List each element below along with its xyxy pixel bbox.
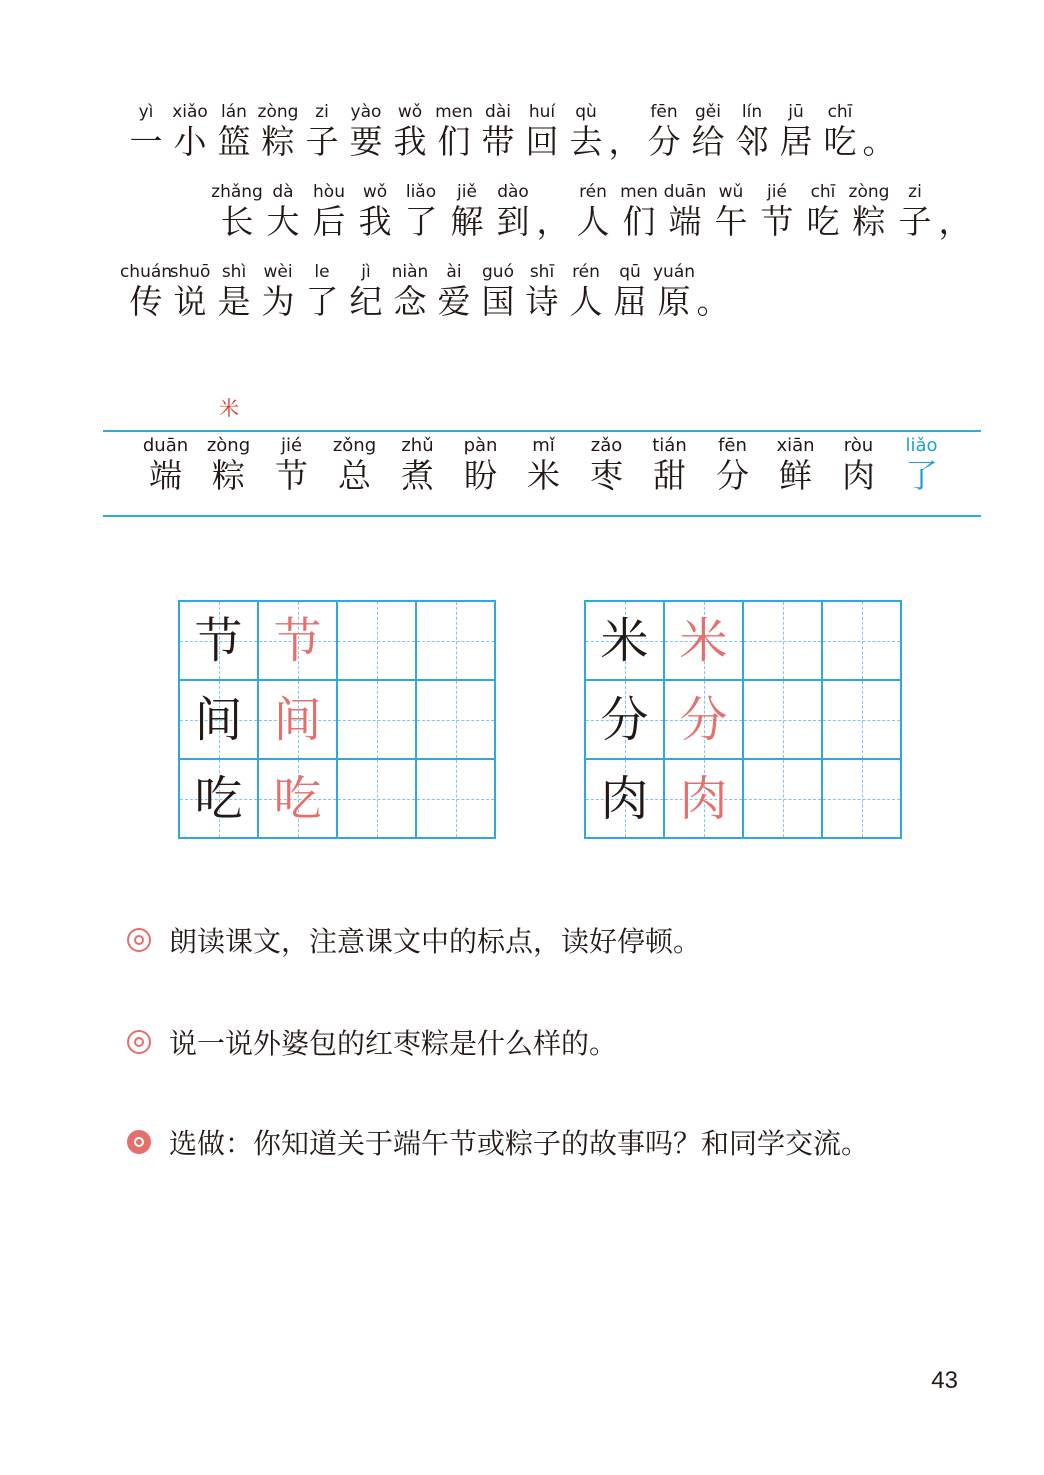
pinyin: jiě <box>457 182 477 202</box>
hanzi: 一 <box>129 122 163 161</box>
hanzi: 人 <box>576 202 610 241</box>
hanzi: 子 <box>305 122 339 161</box>
task-text: 选做：你知道关于端午节或粽子的故事吗？和同学交流。 <box>169 1127 870 1160</box>
vocab-item <box>512 436 575 496</box>
task-3 <box>127 1122 869 1162</box>
pinyin: chuán <box>119 262 173 282</box>
hanzi: 大 <box>266 202 300 241</box>
vocab-item <box>575 436 638 496</box>
vocab-hanzi: 节 <box>275 456 308 495</box>
vocab-hanzi: 分 <box>716 456 749 495</box>
vocab-item <box>197 436 260 496</box>
punctuation-cell <box>536 182 570 242</box>
hanzi: 。 <box>862 122 896 161</box>
hanzi: 长 <box>220 202 254 241</box>
punctuation-cell <box>938 182 972 242</box>
pinyin: qù <box>575 102 597 122</box>
pinyin: rén <box>579 182 607 202</box>
task-text: 说一说外婆包的红枣粽是什么样的。 <box>169 1027 618 1060</box>
writing-box <box>259 602 338 681</box>
hanzi: 粽 <box>261 122 295 161</box>
char-cell <box>124 102 168 162</box>
writing-box <box>586 602 665 681</box>
char-cell <box>642 102 686 162</box>
hanzi: 了 <box>404 202 438 241</box>
writing-box <box>665 681 744 760</box>
text-line-3 <box>119 262 730 322</box>
pinyin: dà <box>272 182 294 202</box>
filled-circle-bullet-icon <box>127 1130 151 1154</box>
char-cell <box>211 182 263 242</box>
char-cell <box>754 182 800 242</box>
char-cell <box>344 102 388 162</box>
char-cell <box>212 102 256 162</box>
vocab-pinyin: duān <box>142 435 189 456</box>
vocab-pinyin: xiān <box>776 435 815 456</box>
hanzi: 分 <box>647 122 681 161</box>
pinyin: zòng <box>848 182 890 202</box>
hanzi: 解 <box>450 202 484 241</box>
pinyin: wǔ <box>718 182 744 202</box>
hanzi: 到 <box>496 202 530 241</box>
pinyin: jū <box>788 102 804 122</box>
char-cell <box>306 182 352 242</box>
pinyin: yào <box>350 102 382 122</box>
char-cell <box>520 102 564 162</box>
char-cell <box>652 262 696 322</box>
writing-box[interactable] <box>744 681 823 760</box>
writing-box <box>180 760 259 839</box>
char-cell <box>564 262 608 322</box>
char-cell <box>398 182 444 242</box>
hanzi: 人 <box>569 282 603 321</box>
vocab-hanzi: 鲜 <box>779 456 812 495</box>
hanzi: 说 <box>173 282 207 321</box>
task-text: 朗读课文，注意课文中的标点，读好停顿。 <box>169 925 702 958</box>
hanzi: 邻 <box>735 122 769 161</box>
writing-box[interactable] <box>338 760 417 839</box>
writing-grid-left <box>178 600 496 839</box>
trace-char: 肉 <box>679 770 728 827</box>
hanzi: 篮 <box>217 122 251 161</box>
pinyin: wǒ <box>397 102 423 122</box>
hanzi: 子 <box>898 202 932 241</box>
hanzi: 去 <box>569 122 603 161</box>
text-line-1 <box>124 102 896 162</box>
pinyin: chī <box>827 102 853 122</box>
pinyin: chī <box>810 182 836 202</box>
writing-box <box>180 602 259 681</box>
hanzi: 我 <box>358 202 392 241</box>
char-cell <box>260 182 306 242</box>
writing-box[interactable] <box>417 760 496 839</box>
writing-box <box>259 681 338 760</box>
writing-grid-right <box>584 600 902 839</box>
writing-box[interactable] <box>823 760 902 839</box>
hanzi: ， <box>536 202 570 241</box>
char-cell <box>570 182 616 242</box>
hanzi: 要 <box>349 122 383 161</box>
vocab-item <box>701 436 764 496</box>
vocab-row <box>134 436 953 496</box>
vocab-pinyin: jié <box>280 435 303 456</box>
hanzi: 是 <box>217 282 251 321</box>
hanzi: 节 <box>760 202 794 241</box>
writing-box <box>180 681 259 760</box>
pinyin: ài <box>446 262 462 282</box>
vocab-item <box>638 436 701 496</box>
vocab-hanzi: 了 <box>905 456 938 495</box>
model-char: 米 <box>600 612 649 669</box>
pinyin: men <box>435 102 473 122</box>
punctuation-cell <box>696 262 730 322</box>
char-cell <box>616 182 662 242</box>
pinyin: gěi <box>695 102 721 122</box>
char-cell <box>476 102 520 162</box>
vocab-pinyin: pàn <box>463 435 498 456</box>
writing-box[interactable] <box>417 602 496 681</box>
vocab-pinyin: zòng <box>206 435 251 456</box>
hanzi: 午 <box>714 202 748 241</box>
pinyin: zhǎng <box>211 182 263 202</box>
vocab-top-rule <box>103 430 981 432</box>
hanzi: 了 <box>305 282 339 321</box>
pinyin: rén <box>572 262 600 282</box>
pinyin: men <box>620 182 658 202</box>
pinyin: jì <box>361 262 371 282</box>
hanzi: ， <box>938 202 972 241</box>
writing-box[interactable] <box>823 681 902 760</box>
vocab-item <box>260 436 323 496</box>
char-cell <box>388 102 432 162</box>
char-cell <box>662 182 708 242</box>
char-cell <box>444 182 490 242</box>
vocab-pinyin: zǎo <box>590 435 623 456</box>
hanzi: 粽 <box>852 202 886 241</box>
char-cell <box>432 262 476 322</box>
trace-char: 节 <box>273 612 322 669</box>
vocab-hanzi: 粽 <box>212 456 245 495</box>
char-cell <box>892 182 938 242</box>
model-char: 吃 <box>194 770 243 827</box>
writing-box <box>586 681 665 760</box>
vocab-pinyin: zǒng <box>332 435 377 456</box>
char-cell <box>256 102 300 162</box>
trace-char: 分 <box>679 691 728 748</box>
char-cell <box>774 102 818 162</box>
text-line-2 <box>211 182 972 242</box>
char-cell <box>168 102 212 162</box>
writing-box <box>665 602 744 681</box>
hanzi: 后 <box>312 202 346 241</box>
char-cell <box>344 262 388 322</box>
vocab-pinyin: tián <box>652 435 687 456</box>
task-2 <box>127 1022 617 1062</box>
trace-char: 米 <box>679 612 728 669</box>
hanzi: 我 <box>393 122 427 161</box>
vocab-pinyin: ròu <box>843 435 874 456</box>
char-cell <box>256 262 300 322</box>
writing-box[interactable] <box>744 760 823 839</box>
hanzi: 们 <box>437 122 471 161</box>
hanzi: 屈 <box>613 282 647 321</box>
hanzi: 吃 <box>806 202 840 241</box>
hanzi: 小 <box>173 122 207 161</box>
hanzi: 带 <box>481 122 515 161</box>
hanzi: 端 <box>668 202 702 241</box>
hanzi: 诗 <box>525 282 559 321</box>
char-cell <box>730 102 774 162</box>
pinyin: shuō <box>169 262 211 282</box>
pinyin: shì <box>221 262 247 282</box>
pinyin: dài <box>485 102 511 122</box>
writing-box[interactable] <box>338 681 417 760</box>
pinyin: duān <box>663 182 707 202</box>
pinyin: jié <box>767 182 787 202</box>
char-cell <box>119 262 173 322</box>
writing-box[interactable] <box>417 681 496 760</box>
pinyin: shī <box>529 262 555 282</box>
model-char: 节 <box>194 612 243 669</box>
vocab-item <box>386 436 449 496</box>
vocab-pinyin: zhǔ <box>401 435 434 456</box>
pinyin: xiǎo <box>172 102 208 122</box>
char-cell <box>300 102 344 162</box>
char-cell <box>800 182 846 242</box>
vocab-hanzi: 米 <box>527 456 560 495</box>
hanzi: 纪 <box>349 282 383 321</box>
vocab-pinyin: liǎo <box>905 435 938 456</box>
vocab-item <box>449 436 512 496</box>
writing-box[interactable] <box>338 602 417 681</box>
hanzi: 回 <box>525 122 559 161</box>
char-cell <box>708 182 754 242</box>
writing-box[interactable] <box>744 602 823 681</box>
vocab-hanzi: 枣 <box>590 456 623 495</box>
page-number: 43 <box>931 1367 958 1394</box>
hanzi: 们 <box>622 202 656 241</box>
pinyin: qū <box>619 262 641 282</box>
char-cell <box>212 262 256 322</box>
pinyin: yuán <box>652 262 696 282</box>
trace-char: 间 <box>273 691 322 748</box>
char-cell <box>432 102 476 162</box>
char-cell <box>608 262 652 322</box>
writing-box <box>259 760 338 839</box>
writing-box <box>665 760 744 839</box>
vocab-hanzi: 甜 <box>653 456 686 495</box>
model-char: 间 <box>194 691 243 748</box>
vocab-item <box>764 436 827 496</box>
hanzi: 国 <box>481 282 515 321</box>
vocab-mark: 米 <box>219 396 239 420</box>
char-cell <box>388 262 432 322</box>
char-cell <box>300 262 344 322</box>
vocab-hanzi: 总 <box>338 456 371 495</box>
hanzi: 念 <box>393 282 427 321</box>
punctuation-cell <box>608 102 642 162</box>
pinyin: dào <box>497 182 529 202</box>
hanzi: 为 <box>261 282 295 321</box>
char-cell <box>520 262 564 322</box>
hanzi: 爱 <box>437 282 471 321</box>
vocab-hanzi: 煮 <box>401 456 434 495</box>
hanzi: 原 <box>657 282 691 321</box>
vocab-hanzi: 端 <box>149 456 182 495</box>
pinyin: le <box>314 262 330 282</box>
writing-box <box>586 760 665 839</box>
char-cell <box>490 182 536 242</box>
pinyin: hòu <box>313 182 345 202</box>
hanzi: 。 <box>696 282 730 321</box>
model-char: 分 <box>600 691 649 748</box>
pinyin: niàn <box>391 262 429 282</box>
char-cell <box>564 102 608 162</box>
char-cell <box>168 262 212 322</box>
pinyin: guó <box>482 262 514 282</box>
hanzi: 居 <box>779 122 813 161</box>
vocab-item <box>134 436 197 496</box>
hanzi: ， <box>608 122 642 161</box>
writing-box[interactable] <box>823 602 902 681</box>
char-cell <box>686 102 730 162</box>
hanzi: 传 <box>129 282 163 321</box>
vocab-item <box>890 436 953 496</box>
trace-char: 吃 <box>273 770 322 827</box>
vocab-hanzi: 肉 <box>842 456 875 495</box>
char-cell <box>352 182 398 242</box>
pinyin: yì <box>138 102 154 122</box>
pinyin: huí <box>528 102 556 122</box>
model-char: 肉 <box>600 770 649 827</box>
pinyin: liǎo <box>405 182 437 202</box>
vocab-bottom-rule <box>103 515 981 517</box>
hanzi: 给 <box>691 122 725 161</box>
circle-bullet-icon <box>127 1030 151 1054</box>
pinyin: lán <box>221 102 247 122</box>
char-cell <box>818 102 862 162</box>
pinyin: zi <box>315 102 329 122</box>
vocab-item <box>827 436 890 496</box>
vocab-pinyin: fēn <box>718 435 747 456</box>
pinyin: fēn <box>650 102 678 122</box>
vocab-item <box>323 436 386 496</box>
punctuation-cell <box>862 102 896 162</box>
pinyin: zi <box>908 182 922 202</box>
pinyin: wèi <box>263 262 293 282</box>
char-cell <box>476 262 520 322</box>
pinyin: lín <box>741 102 763 122</box>
pinyin: wǒ <box>362 182 388 202</box>
circle-bullet-icon <box>127 928 151 952</box>
task-1 <box>127 920 701 960</box>
char-cell <box>846 182 892 242</box>
vocab-hanzi: 盼 <box>464 456 497 495</box>
hanzi: 吃 <box>823 122 857 161</box>
pinyin: zòng <box>257 102 299 122</box>
vocab-pinyin: mǐ <box>532 435 555 456</box>
